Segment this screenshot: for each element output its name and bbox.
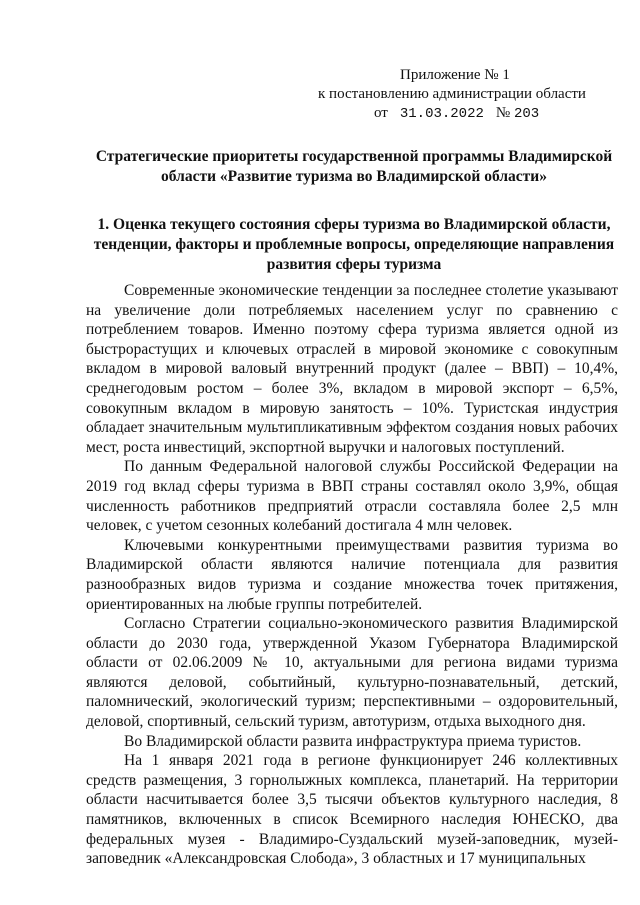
paragraph: Ключевыми конкурентными преимуществами развития туризма во Владимирской области являются наличие потенциала для развития разнообразных видов туризма и создание множества точек притяжения, ориентированных на любые группы потребителей. bbox=[86, 536, 618, 613]
document-title: Стратегические приоритеты государственной программы Владимирской области «Развитие туризма во Владимирской области» bbox=[95, 148, 613, 185]
paragraph: На 1 января 2021 года в регионе функционирует 246 коллективных средств размещения, 3 горнолыжных комплекса, планетарий. На территории области насчитывается более 3,5 тысячи объектов культурного наследия, 8 памятников, включенных в список Всемирного наследия ЮНЕСКО, два федеральных музея - Владимиро-Суздальский музей-заповедник, музей-заповедник «Александровская Слобода», 3 областных и 17 муниципальных bbox=[86, 752, 618, 868]
body-text bbox=[86, 281, 618, 869]
paragraph: По данным Федеральной налоговой службы Российской Федерации на 2019 год вклад сферы туризма в ВВП страны составлял около 3,9%, общая численность работников предприятий отрасли составляла более 2,5 млн человек, с учетом сезонных колебаний достигала 4 млн человек. bbox=[86, 458, 618, 535]
decree-number: 203 bbox=[513, 106, 540, 122]
appendix-date-line bbox=[318, 104, 618, 124]
number-label: № bbox=[495, 105, 511, 121]
appendix-line2: к постановлению администрации области bbox=[318, 86, 586, 102]
paragraph: Согласно Стратегии социально-экономического развития Владимирской области до 2030 года, утвержденной Указом Губернатора Владимирской области от 02.06.2009 № 10, актуальными для региона видами туризма являются деловой, событийный, культурно-познавательный, детский, паломнический, экологический туризм; перспективными – оздоровительный, деловой, спортивный, сельский туризм, автотуризм, отдыха выходного дня. bbox=[86, 615, 618, 731]
paragraph: Во Владимирской области развита инфраструктура приема туристов. bbox=[124, 732, 582, 750]
paragraph: Современные экономические тенденции за последнее столетие указывают на увеличение доли потребляемых населением услуг по сравнению с потреблением товаров. Именно поэтому сфера туризма является одной из быстрорастущих и ключевых отраслей в мировой экономике с совокупным вкладом в мировой валовый внутренний продукт (далее – ВВП) – 10,4%, среднегодовым ростом – более 3%, вкладом в мировой экспорт – 6,5%, совокупным вкладом в мировую занятость – 10%. Туристская индустрия обладает значительным мультипликативным эффектом создания новых рабочих мест, роста инвестиций, экспортной выручки и налоговых поступлений. bbox=[86, 282, 618, 456]
appendix-block bbox=[318, 66, 618, 124]
section-heading: 1. Оценка текущего состояния сферы туризма во Владимирской области, тенденции, факторы и проблемные вопросы, определяющие направления развития сферы туризма bbox=[93, 216, 615, 273]
decree-date: 31.03.2022 bbox=[399, 106, 484, 122]
appendix-line1: Приложение № 1 bbox=[400, 67, 510, 83]
from-label: от bbox=[374, 105, 388, 121]
